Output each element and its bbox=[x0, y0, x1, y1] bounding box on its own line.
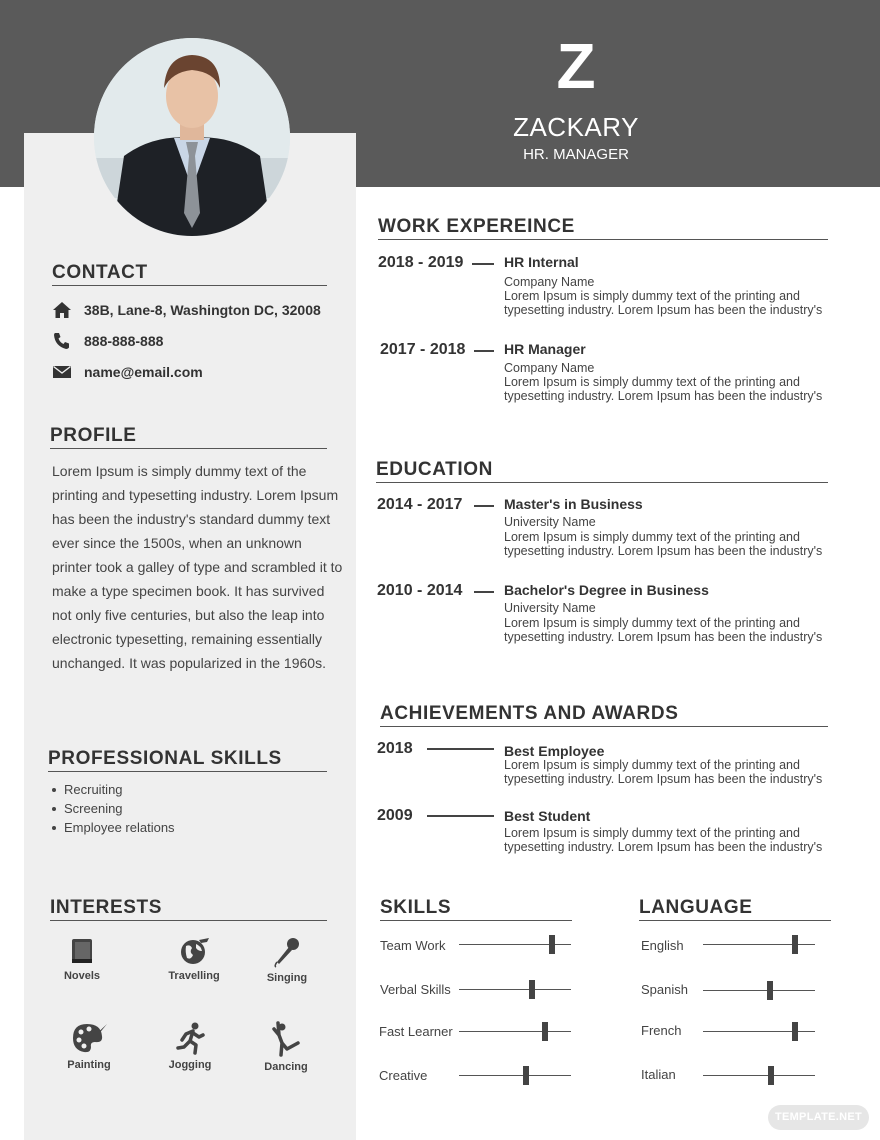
watermark-badge: TEMPLATE.NET bbox=[768, 1105, 869, 1130]
contact-address bbox=[52, 301, 321, 319]
skill-level-marker bbox=[529, 980, 535, 999]
skill-label: Creative bbox=[379, 1068, 428, 1083]
achievement-description: Lorem Ipsum is simply dummy text of the printing and typesetting industry. Lorem Ipsum has been the industry's bbox=[504, 826, 823, 854]
skill-bar bbox=[459, 944, 571, 945]
email-text: name@email.com bbox=[84, 364, 203, 380]
language-heading: LANGUAGE bbox=[639, 897, 831, 921]
language-bar bbox=[703, 990, 815, 991]
skill-level-marker bbox=[549, 935, 555, 954]
education-description: Lorem Ipsum is simply dummy text of the printing and typesetting industry. Lorem Ipsum has been the industry's bbox=[504, 530, 823, 558]
language-bar bbox=[703, 1075, 815, 1076]
globe-plane-icon bbox=[177, 936, 211, 966]
timeline-connector bbox=[427, 815, 494, 817]
language-label: Italian bbox=[641, 1067, 676, 1082]
work-experience-heading: WORK EXPEREINCE bbox=[378, 216, 828, 240]
palette-icon bbox=[69, 1021, 109, 1055]
interest-label: Jogging bbox=[168, 1059, 212, 1071]
work-dates: 2018 - 2019 bbox=[378, 254, 464, 271]
professional-skills-heading: PROFESSIONAL SKILLS bbox=[48, 748, 327, 772]
phone-icon bbox=[52, 332, 72, 350]
work-company: Company Name bbox=[504, 275, 595, 289]
skill-bar bbox=[459, 989, 571, 990]
work-description: Lorem Ipsum is simply dummy text of the printing and typesetting industry. Lorem Ipsum has been the industry's bbox=[504, 375, 823, 403]
timeline-connector bbox=[474, 505, 494, 507]
achievement-description: Lorem Ipsum is simply dummy text of the printing and typesetting industry. Lorem Ipsum has been the industry's bbox=[504, 758, 823, 786]
education-dates: 2010 - 2014 bbox=[377, 582, 463, 599]
education-university: University Name bbox=[504, 601, 596, 615]
candidate-name: ZACKARY bbox=[513, 112, 639, 142]
achievement-year: 2009 bbox=[377, 807, 413, 824]
timeline-connector bbox=[474, 350, 494, 352]
language-label: Spanish bbox=[641, 982, 688, 997]
language-bar bbox=[703, 944, 815, 945]
book-icon bbox=[67, 936, 97, 966]
skill-level-marker bbox=[523, 1066, 529, 1085]
name-monogram: Z bbox=[556, 30, 596, 102]
home-icon bbox=[52, 301, 72, 319]
contact-phone bbox=[52, 332, 163, 350]
skill-level-marker bbox=[542, 1022, 548, 1041]
language-level-marker bbox=[768, 1066, 774, 1085]
interest-label: Painting bbox=[67, 1059, 111, 1071]
achievements-heading: ACHIEVEMENTS AND AWARDS bbox=[380, 703, 828, 727]
skills-heading: SKILLS bbox=[380, 897, 572, 921]
phone-text: 888-888-888 bbox=[84, 333, 164, 349]
language-label: English bbox=[641, 938, 684, 953]
achievement-title: Best Student bbox=[504, 808, 591, 824]
education-degree: Bachelor's Degree in Business bbox=[504, 582, 709, 598]
work-dates: 2017 - 2018 bbox=[380, 341, 466, 358]
language-label: French bbox=[641, 1023, 682, 1038]
professional-skills-list bbox=[52, 780, 175, 837]
list-item: Employee relations bbox=[52, 818, 175, 837]
education-degree: Master's in Business bbox=[504, 496, 643, 512]
timeline-connector bbox=[472, 263, 494, 265]
interest-label: Dancing bbox=[264, 1061, 308, 1073]
education-university: University Name bbox=[504, 515, 596, 529]
work-title: HR Manager bbox=[504, 341, 586, 357]
achievement-year: 2018 bbox=[377, 740, 413, 757]
interest-painting bbox=[44, 1021, 134, 1071]
skill-bar bbox=[459, 1075, 571, 1076]
timeline-connector bbox=[427, 748, 494, 750]
skill-bar bbox=[459, 1031, 571, 1032]
profile-text: Lorem Ipsum is simply dummy text of the printing and typesetting industry. Lorem Ipsum has been the industry's standard dummy text ever since the 1500s, when an unknown printer took a galley of type and scrambled it to make a type specimen book. It has survived not only five centuries, but also the leap into electronic typesetting, remaining essentially unchanged. It was popularized in the 1960s. bbox=[52, 463, 343, 671]
contact-email bbox=[52, 363, 203, 381]
achievement-title: Best Employee bbox=[504, 743, 605, 759]
language-level-marker bbox=[792, 1022, 798, 1041]
runner-icon bbox=[173, 1021, 207, 1055]
work-description: Lorem Ipsum is simply dummy text of the printing and typesetting industry. Lorem Ipsum has been the industry's bbox=[504, 289, 823, 317]
microphone-icon bbox=[271, 936, 303, 968]
education-description: Lorem Ipsum is simply dummy text of the printing and typesetting industry. Lorem Ipsum has been the industry's bbox=[504, 616, 823, 644]
interest-singing bbox=[242, 936, 332, 984]
skill-label: Verbal Skills bbox=[380, 982, 451, 997]
language-bar bbox=[703, 1031, 815, 1032]
language-level-marker bbox=[767, 981, 773, 1000]
language-level-marker bbox=[792, 935, 798, 954]
interest-label: Travelling bbox=[168, 970, 220, 982]
skill-label: Fast Learner bbox=[379, 1024, 453, 1039]
work-company: Company Name bbox=[504, 361, 595, 375]
education-dates: 2014 - 2017 bbox=[377, 496, 463, 513]
envelope-icon bbox=[52, 363, 72, 381]
interest-dancing bbox=[241, 1021, 331, 1073]
interests-heading: INTERESTS bbox=[50, 897, 327, 921]
interest-jogging bbox=[145, 1021, 235, 1071]
interest-travelling bbox=[149, 936, 239, 982]
interest-label: Singing bbox=[266, 972, 308, 984]
profile-heading: PROFILE bbox=[50, 425, 327, 449]
timeline-connector bbox=[474, 591, 494, 593]
list-item: Screening bbox=[52, 799, 175, 818]
education-heading: EDUCATION bbox=[376, 459, 828, 483]
list-item: Recruiting bbox=[52, 780, 175, 799]
address-text: 38B, Lane-8, Washington DC, 32008 bbox=[84, 302, 321, 318]
interest-label: Novels bbox=[63, 970, 101, 982]
candidate-role: HR. MANAGER bbox=[523, 146, 629, 163]
work-title: HR Internal bbox=[504, 254, 579, 270]
skill-label: Team Work bbox=[380, 938, 446, 953]
dancer-icon bbox=[269, 1021, 303, 1057]
interest-novels bbox=[37, 936, 127, 982]
profile-photo bbox=[94, 38, 290, 236]
contact-heading: CONTACT bbox=[52, 262, 327, 286]
